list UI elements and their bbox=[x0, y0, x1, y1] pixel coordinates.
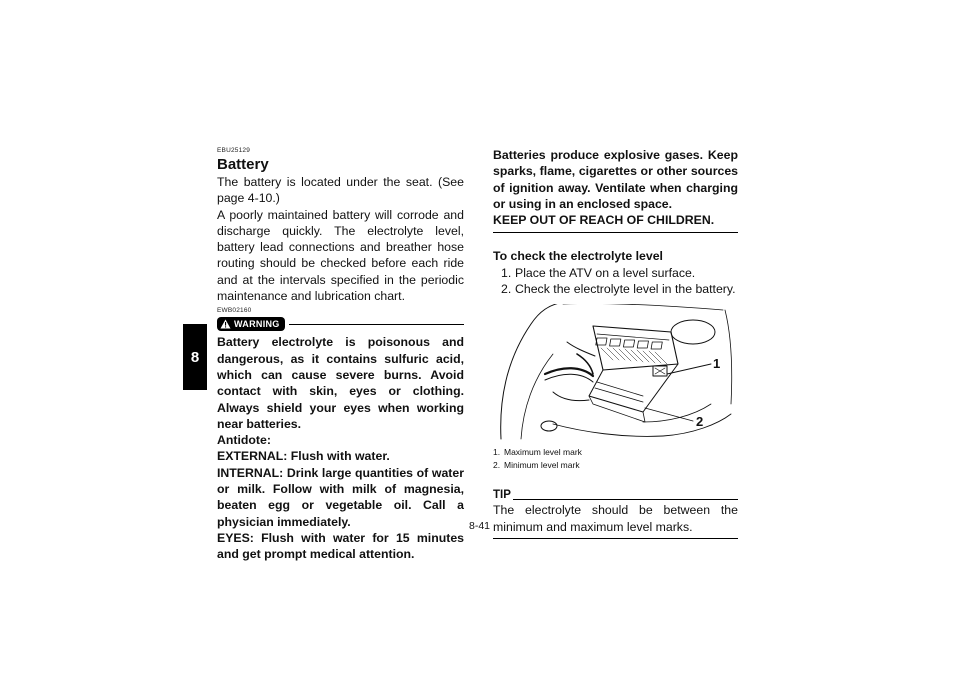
figure-captions bbox=[493, 446, 738, 472]
step-item bbox=[493, 265, 738, 281]
callout-2: 2 bbox=[696, 414, 704, 430]
caption-text: Maximum level mark bbox=[504, 447, 582, 458]
battery-illustration bbox=[493, 304, 738, 444]
tip-text: The electrolyte should be between the minimum and maximum level marks. bbox=[493, 503, 738, 534]
warning-triangle-icon bbox=[220, 319, 231, 329]
tip-header bbox=[493, 489, 738, 502]
check-electrolyte-heading: To check the electrolyte level bbox=[493, 249, 663, 264]
battery-location-text: The battery is located under the seat. (See page 4-10.) bbox=[217, 175, 464, 206]
warning-header bbox=[217, 317, 464, 331]
step-text: Check the electrolyte level in the battery. bbox=[515, 282, 736, 297]
step-text: Place the ATV on a level surface. bbox=[515, 265, 696, 280]
antidote-label: Antidote: bbox=[217, 433, 271, 448]
warning-code: EWB02160 bbox=[217, 307, 252, 315]
caption-number: 1. bbox=[493, 447, 501, 458]
callout-1: 1 bbox=[713, 356, 721, 372]
step-item bbox=[493, 281, 738, 297]
section-code: EBU25129 bbox=[217, 147, 251, 154]
caption-item bbox=[493, 459, 738, 472]
left-column bbox=[217, 147, 464, 563]
tip-rule bbox=[513, 499, 738, 500]
tip-end-rule bbox=[493, 538, 738, 539]
page-number: 8-41 bbox=[469, 520, 491, 532]
caption-text: Minimum level mark bbox=[504, 460, 580, 471]
warning-continued-text: Batteries produce explosive gases. Keep sparks, flame, cigarettes or other sources of ignition away. Ventilate when charging or using in an enclosed space. bbox=[493, 148, 738, 211]
warning-end-rule bbox=[493, 232, 738, 233]
caption-item bbox=[493, 446, 738, 459]
antidote-eyes: EYES: Flush with water for 15 minutes and get prompt medical attention. bbox=[217, 530, 464, 562]
section-title: Battery bbox=[217, 156, 269, 173]
step-number: 2. bbox=[501, 282, 512, 297]
warning-label: WARNING bbox=[234, 319, 280, 330]
caption-number: 2. bbox=[493, 460, 501, 471]
warning-text: Battery electrolyte is poisonous and dangerous, as it contains sulfuric acid, which can cause severe burns. Avoid contact with skin, eyes or clothing. Always shield your eyes when working near batteries. bbox=[217, 335, 464, 431]
battery-maintenance-text: A poorly maintained battery will corrode and discharge quickly. The electrolyte level, battery lead connections and breather hose routing should be checked before each ride and at the intervals specified in the periodic maintenance and lubrication chart. bbox=[217, 207, 464, 304]
tip-label: TIP bbox=[493, 489, 511, 502]
chapter-tab: 8 bbox=[183, 324, 207, 390]
antidote-external: EXTERNAL: Flush with water. bbox=[217, 449, 390, 464]
antidote-internal: INTERNAL: Drink large quantities of water or milk. Follow with milk of magnesia, beaten egg or vegetable oil. Call a physician immediately. bbox=[217, 465, 464, 529]
warning-badge bbox=[217, 317, 285, 331]
right-column bbox=[493, 147, 738, 539]
keep-out-text: KEEP OUT OF REACH OF CHILDREN. bbox=[493, 213, 715, 228]
step-number: 1. bbox=[501, 265, 512, 280]
warning-rule bbox=[289, 324, 464, 325]
